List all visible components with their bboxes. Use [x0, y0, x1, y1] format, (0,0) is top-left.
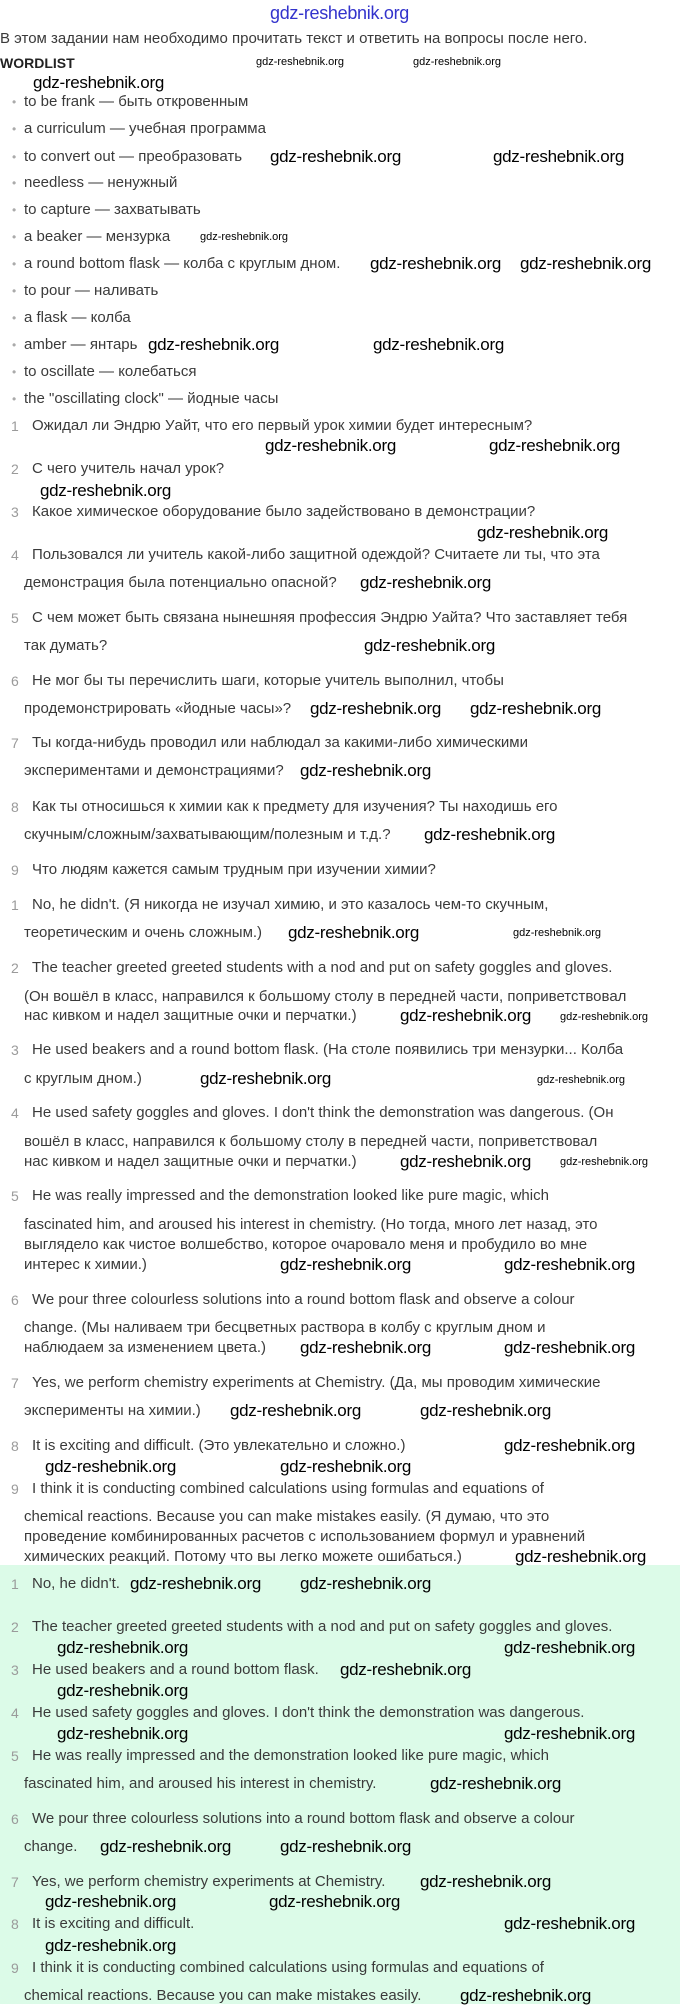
answers-line: He was really impressed and the demonstration looked like pure magic, which	[32, 1187, 549, 1204]
questions-line: скучным/сложным/захватывающим/полезным и т.д.?	[24, 826, 391, 843]
questions-line: Ты когда-нибудь проводил или наблюдал за какими-либо химическими	[32, 734, 528, 751]
wordlist-item: a flask — колба	[24, 309, 131, 326]
answers-line: выглядело как чистое волшебство, которое очаровало меня и пробудило во мне	[24, 1236, 588, 1253]
item-number: 7	[11, 1375, 19, 1391]
watermark: gdz-reshebnik.org	[100, 1837, 231, 1856]
bullet-icon: •	[12, 257, 17, 271]
questions-line: продемонстрировать «йодные часы»?	[24, 700, 292, 717]
answers-line: He used safety goggles and gloves. I don't think the demonstration was dangerous. (Он	[32, 1104, 614, 1121]
bullet-icon: •	[12, 311, 17, 325]
watermark: gdz-reshebnik.org	[420, 1872, 551, 1891]
questions-line: Не мог бы ты перечислить шаги, которые учитель выполнил, чтобы	[32, 672, 504, 689]
answers-line: chemical reactions. Because you can make mistakes easily. (Я думаю, что это	[24, 1508, 550, 1525]
watermark: gdz-reshebnik.org	[470, 699, 601, 718]
watermark: gdz-reshebnik.org	[364, 636, 495, 655]
watermark: gdz-reshebnik.org	[340, 1660, 471, 1679]
watermark: gdz-reshebnik.org	[360, 573, 491, 592]
answers-short-line: We pour three colourless solutions into a round bottom flask and observe a colour	[32, 1810, 575, 1827]
watermark: gdz-reshebnik.org	[504, 1724, 635, 1743]
answers-short-line: No, he didn't.	[32, 1575, 120, 1592]
item-number: 8	[11, 799, 19, 815]
questions-line: Ожидал ли Эндрю Уайт, что его первый урок химии будет интересным?	[32, 417, 533, 434]
watermark: gdz-reshebnik.org	[200, 231, 289, 243]
watermark: gdz-reshebnik.org	[300, 1338, 431, 1357]
questions-line: демонстрация была потенциально опасной?	[24, 574, 337, 591]
wordlist-item: needless — ненужный	[24, 174, 178, 191]
bullet-icon: •	[12, 95, 17, 109]
item-number: 7	[11, 1874, 19, 1890]
wordlist-item: to convert out — преобразовать	[24, 148, 243, 165]
answers-line: (Он вошёл в класс, направился к большому столу в передней части, поприветствовал	[24, 988, 627, 1005]
answers-line: нас кивком и надел защитные очки и перчатки.)	[24, 1153, 357, 1170]
questions-line: Пользовался ли учитель какой-либо защитной одеждой? Считаете ли ты, что эта	[32, 546, 600, 563]
watermark: gdz-reshebnik.org	[430, 1774, 561, 1793]
answers-line: No, he didn't. (Я никогда не изучал химию, и это казалось чем-то скучным,	[32, 896, 549, 913]
watermark: gdz-reshebnik.org	[148, 335, 279, 354]
watermark: gdz-reshebnik.org	[504, 1338, 635, 1357]
answers-short-line: He was really impressed and the demonstration looked like pure magic, which	[32, 1747, 549, 1764]
answers-line: вошёл в класс, направился к большому столу в передней части, поприветствовал	[24, 1133, 598, 1150]
wordlist-item: to pour — наливать	[24, 282, 159, 299]
bullet-icon: •	[12, 338, 17, 352]
item-number: 7	[11, 735, 19, 751]
watermark: gdz-reshebnik.org	[288, 923, 419, 942]
wordlist-heading: WORDLIST	[0, 55, 75, 71]
answers-line: Yes, we perform chemistry experiments at Chemistry. (Да, мы проводим химические	[32, 1374, 601, 1391]
watermark: gdz-reshebnik.org	[45, 1457, 176, 1476]
watermark: gdz-reshebnik.org	[230, 1401, 361, 1420]
watermark: gdz-reshebnik.org	[504, 1638, 635, 1657]
answers-line: интерес к химии.)	[24, 1256, 147, 1273]
watermark: gdz-reshebnik.org	[493, 147, 624, 166]
item-number: 3	[11, 1042, 19, 1058]
watermark: gdz-reshebnik.org	[460, 1986, 591, 2005]
item-number: 4	[11, 1705, 19, 1721]
bullet-icon: •	[12, 284, 17, 298]
wordlist-item: a curriculum — учебная программа	[24, 120, 266, 137]
watermark: gdz-reshebnik.org	[489, 436, 620, 455]
watermark: gdz-reshebnik.org	[560, 1011, 649, 1023]
questions-line: Какое химическое оборудование было задействовано в демонстрации?	[32, 503, 536, 520]
watermark: gdz-reshebnik.org	[280, 1255, 411, 1274]
item-number: 8	[11, 1916, 19, 1932]
item-number: 5	[11, 1188, 19, 1204]
answers-line: change. (Мы наливаем три бесцветных раствора в колбу с круглым дном и	[24, 1319, 546, 1336]
questions-line: Как ты относишься к химии как к предмету для изучения? Ты находишь его	[32, 798, 558, 815]
item-number: 6	[11, 673, 19, 689]
questions-line: С чем может быть связана нынешняя профессия Эндрю Уайта? Что заставляет тебя	[32, 609, 628, 626]
watermark: gdz-reshebnik.org	[537, 1074, 626, 1086]
answers-short-line: change.	[24, 1838, 78, 1855]
answers-line: наблюдаем за изменением цвета.)	[24, 1339, 266, 1356]
wordlist-item: to be frank — быть откровенным	[24, 93, 249, 110]
answers-short-line: chemical reactions. Because you can make mistakes easily.	[24, 1987, 422, 2004]
item-number: 4	[11, 547, 19, 563]
watermark: gdz-reshebnik.org	[300, 1574, 431, 1593]
watermark: gdz-reshebnik.org	[413, 56, 502, 68]
watermark: gdz-reshebnik.org	[280, 1457, 411, 1476]
watermark: gdz-reshebnik.org	[515, 1547, 646, 1566]
item-number: 5	[11, 610, 19, 626]
bullet-icon: •	[12, 203, 17, 217]
watermark: gdz-reshebnik.org	[270, 147, 401, 166]
item-number: 9	[11, 1481, 19, 1497]
watermark: gdz-reshebnik.org	[400, 1152, 531, 1171]
answers-line: химических реакций. Потому что вы легко можете ошибаться.)	[24, 1548, 462, 1565]
wordlist-item: the "oscillating clock" — йодные часы	[24, 390, 279, 407]
wordlist-item: a beaker — мензурка	[24, 228, 171, 245]
bullet-icon: •	[12, 122, 17, 136]
watermark: gdz-reshebnik.org	[33, 73, 164, 92]
answers-short-line: I think it is conducting combined calculations using formulas and equations of	[32, 1959, 544, 1976]
questions-line: экспериментами и демонстрациями?	[24, 762, 284, 779]
watermark: gdz-reshebnik.org	[560, 1156, 649, 1168]
bullet-icon: •	[12, 176, 17, 190]
watermark: gdz-reshebnik.org	[310, 699, 441, 718]
item-number: 2	[11, 461, 19, 477]
watermark: gdz-reshebnik.org	[57, 1724, 188, 1743]
watermark: gdz-reshebnik.org	[256, 56, 345, 68]
answers-line: The teacher greeted greeted students with a nod and put on safety goggles and gloves.	[32, 959, 613, 976]
questions-line: С чего учитель начал урок?	[32, 460, 225, 477]
answers-line: He used beakers and a round bottom flask. (На столе появились три мензурки... Колба	[32, 1041, 624, 1058]
questions-line: так думать?	[24, 637, 108, 654]
item-number: 4	[11, 1105, 19, 1121]
watermark: gdz-reshebnik.org	[400, 1006, 531, 1025]
watermark: gdz-reshebnik.org	[270, 3, 409, 23]
item-number: 2	[11, 960, 19, 976]
answers-line: эксперименты на химии.)	[24, 1402, 201, 1419]
intro-text: В этом задании нам необходимо прочитать текст и ответить на вопросы после него.	[0, 30, 588, 47]
watermark: gdz-reshebnik.org	[45, 1892, 176, 1911]
watermark: gdz-reshebnik.org	[373, 335, 504, 354]
answers-line: We pour three colourless solutions into a round bottom flask and observe a colour	[32, 1291, 575, 1308]
watermark: gdz-reshebnik.org	[57, 1638, 188, 1657]
watermark: gdz-reshebnik.org	[130, 1574, 261, 1593]
answers-short-line: The teacher greeted greeted students with a nod and put on safety goggles and gloves.	[32, 1618, 613, 1635]
watermark: gdz-reshebnik.org	[370, 254, 501, 273]
item-number: 3	[11, 1662, 19, 1678]
watermark: gdz-reshebnik.org	[520, 254, 651, 273]
watermark: gdz-reshebnik.org	[45, 1936, 176, 1955]
wordlist-item: a round bottom flask — колба с круглым дном.	[24, 255, 341, 272]
answers-short-line: It is exciting and difficult.	[32, 1915, 195, 1932]
questions-line: Что людям кажется самым трудным при изучении химии?	[32, 861, 436, 878]
wordlist-item: to capture — захватывать	[24, 201, 201, 218]
watermark: gdz-reshebnik.org	[40, 481, 171, 500]
bullet-icon: •	[12, 230, 17, 244]
watermark: gdz-reshebnik.org	[424, 825, 555, 844]
item-number: 1	[11, 418, 19, 434]
watermark: gdz-reshebnik.org	[280, 1837, 411, 1856]
watermark: gdz-reshebnik.org	[420, 1401, 551, 1420]
watermark: gdz-reshebnik.org	[513, 927, 602, 939]
item-number: 9	[11, 1960, 19, 1976]
answers-line: I think it is conducting combined calculations using formulas and equations of	[32, 1480, 544, 1497]
bullet-icon: •	[12, 365, 17, 379]
item-number: 1	[11, 1576, 19, 1592]
watermark: gdz-reshebnik.org	[300, 761, 431, 780]
answers-line: It is exciting and difficult. (Это увлекательно и сложно.)	[32, 1437, 406, 1454]
item-number: 8	[11, 1438, 19, 1454]
watermark: gdz-reshebnik.org	[504, 1914, 635, 1933]
item-number: 5	[11, 1748, 19, 1764]
watermark: gdz-reshebnik.org	[265, 436, 396, 455]
watermark: gdz-reshebnik.org	[504, 1436, 635, 1455]
answers-line: теоретическим и очень сложным.)	[24, 924, 263, 941]
watermark: gdz-reshebnik.org	[57, 1681, 188, 1700]
watermark: gdz-reshebnik.org	[200, 1069, 331, 1088]
answers-line: fascinated him, and aroused his interest in chemistry. (Но тогда, много лет назад, это	[24, 1216, 598, 1233]
watermark: gdz-reshebnik.org	[269, 1892, 400, 1911]
item-number: 9	[11, 862, 19, 878]
bullet-icon: •	[12, 392, 17, 406]
item-number: 3	[11, 504, 19, 520]
item-number: 2	[11, 1619, 19, 1635]
item-number: 1	[11, 897, 19, 913]
answers-short-line: fascinated him, and aroused his interest in chemistry.	[24, 1775, 377, 1792]
answers-line: с круглым дном.)	[24, 1070, 142, 1087]
answers-line: проведение комбинированных расчетов с использованием формул и уравнений	[24, 1528, 586, 1545]
wordlist-item: amber — янтарь	[24, 336, 138, 353]
watermark: gdz-reshebnik.org	[477, 523, 608, 542]
wordlist-item: to oscillate — колебаться	[24, 363, 197, 380]
watermark: gdz-reshebnik.org	[504, 1255, 635, 1274]
answers-short-line: Yes, we perform chemistry experiments at Chemistry.	[32, 1873, 386, 1890]
bullet-icon: •	[12, 150, 17, 164]
answers-short-line: He used safety goggles and gloves. I don't think the demonstration was dangerous.	[32, 1704, 585, 1721]
answers-line: нас кивком и надел защитные очки и перчатки.)	[24, 1007, 357, 1024]
answers-short-line: He used beakers and a round bottom flask.	[32, 1661, 319, 1678]
item-number: 6	[11, 1811, 19, 1827]
item-number: 6	[11, 1292, 19, 1308]
